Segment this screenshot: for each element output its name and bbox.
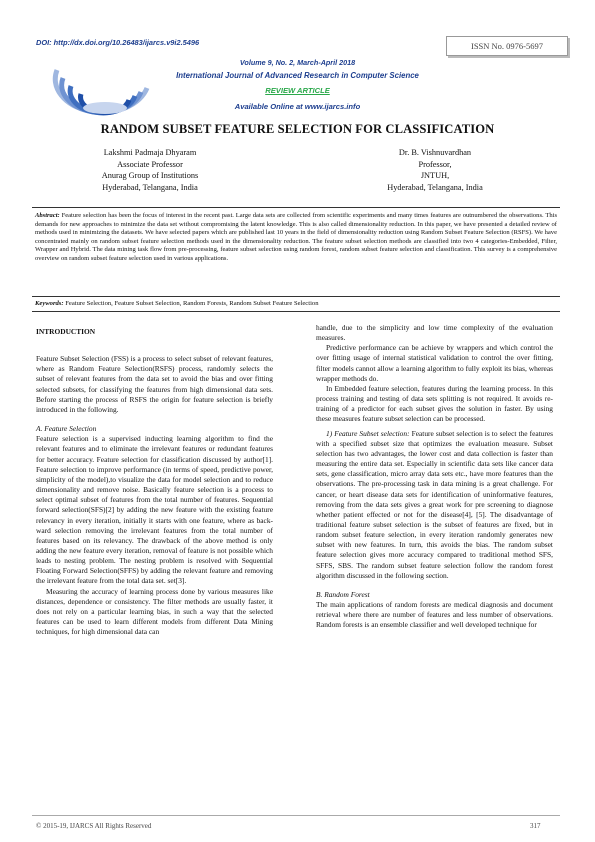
divider-footer <box>32 815 560 816</box>
article-type: REVIEW ARTICLE <box>265 86 330 95</box>
journal-name: International Journal of Advanced Research in Computer Science <box>176 71 419 80</box>
section-heading-introduction: INTRODUCTION <box>36 327 96 336</box>
volume-issue: Volume 9, No. 2, March-April 2018 <box>239 58 356 67</box>
fss-label: 1) Feature Subset selection: <box>326 428 410 438</box>
divider-top <box>32 207 560 208</box>
author-name: Lakshmi Padmaja Dhyaram <box>103 148 197 157</box>
page-number: 317 <box>530 822 541 830</box>
fss-text: Feature subset selection is to select the features with a specified subset size that optimizes the evaluation measure. Subset selection has two advantages, the lower cost and data collection is faster than measuring the entire data set. Especially in scientific data sets like cancer data sets, gene classification, micro array data sets etc., have more features than the observations. The pre-processing task in data mining is a great challenge. For cancer, or heart disease data sets for identification of uninformative features, removing from the data sets gives a great work for pre screening to diagnose whether patient effected or not for the disease[4], [5]. The disadvantage of traditional feature subset selection is the subset of features are fixed, but in random subset feature selection, in every iteration randomly generates new subset with new features. In turn, this avoids the bias. The random subset feature selection gives more accuracy compared to traditional method SFS, SFFS, SBS. The random subset feature selection follow the random forest algorithm discussed in the following section. <box>316 428 553 580</box>
paragraph-feature-selection-1: Feature selection is a supervised inducting learning algorithm to find the relevant features and to eliminate the irrelevant features or redundant features for better accuracy. Feature selection for classification discussed by author[1]. Feature selection to improve performance (in terms of speed, predictive power, simplicity of the model),to visualize the data for model selection and to reduce dimensionality and remove noise. Basically feature selection is a process to select optimal subset of features from the total number of features. Sequential forward selection(SFS)[2] by adding the new feature with the existing feature relevancy in every iteration, initially it starts with one feature, where as back- ward selection removing the irrelevant features from the total number of features based on its relevancy. The drawback of the above method is only adding the new feature every iteration, removal of feature is not possible which leads to nesting problem. The nesting problem is resolved with Sequential Floating Forward Selection(SFFS) by adding the relevant feature and removing the irrelevant feature from the total data set. set[3]. <box>36 434 273 586</box>
paragraph-wrappers: Predictive performance can be achieve by wrappers and which control the over fitting usage of internal statistical validation to control the over fitting, filter models cannot allow a learning algorithm to fully exploit its bias, whereas wrapper methods do. <box>316 343 553 383</box>
author-block-1 <box>85 147 215 193</box>
author-role: Associate Professor <box>117 159 183 169</box>
issn-box: ISSN No. 0976-5697 <box>446 36 568 56</box>
subsection-heading-feature-selection: A. Feature Selection <box>36 424 97 434</box>
author-org: JNTUH, <box>420 171 450 181</box>
abstract-text: Feature selection has been the focus of interest in the recent past. Large data sets are collected from scientific experiments and many times features are outnumbered the observations. This demands for new approaches to minimize the data set without compromising the latent knowledge. This is also called dimensionality reduction. In this paper, we have presented a detailed review of methods used in minimizing the datasets. We have selected papers which are published last 10 years in the field of dimensionality reduction using Random Subset Feature Selection (RSFS). We have concentrated mainly on random subset feature selection methods used in the dimensionality reduction. The feature subset selection methods are classified into two 4 categories-Embedded, Filter, Wrapper and Hybrid. The data mining task flow from pre-processing, feature subset selection using random forest, random subset feature selection and classification. This survey is a comprehensive overview on random subset feature selection used in various applications. <box>35 212 557 262</box>
paragraph-random-forest: The main applications of random forests are medical diagnosis and document retrieval where there are number of features and less number of observations. Random forests is an ensemble classifier and well developed technique for <box>316 600 553 630</box>
paragraph-embedded: In Embedded feature selection, features during the learning process. In this process training and testing of data sets splitting is not required. It avoids re-training of a predictor for each subset gives the solution in faster. By using these measures feature subset selection can be processed. <box>316 383 553 424</box>
right-column <box>316 323 553 631</box>
author-place: Hyderabad, Telangana, India <box>102 182 198 192</box>
keywords <box>35 300 557 307</box>
paragraph-evaluation: handle, due to the simplicity and low time complexity of the evaluation measures. <box>316 323 553 343</box>
availability-line: Available Online at www.ijarcs.info <box>234 102 361 111</box>
copyright: © 2015-19, IJARCS All Rights Reserved <box>36 822 152 830</box>
abstract <box>35 212 557 263</box>
paper-title: RANDOM SUBSET FEATURE SELECTION FOR CLASSIFICATION <box>100 122 495 136</box>
doi-link[interactable]: DOI: http://dx.doi.org/10.26483/ijarcs.v9i2.5496 <box>36 38 200 47</box>
author-place: Hyderabad, Telangana, India <box>387 182 483 192</box>
author-org: Anurag Group of Institutions <box>101 171 199 181</box>
abstract-label: Abstract: <box>35 212 60 219</box>
paragraph-feature-selection-2: Measuring the accuracy of learning process done by various measures like distances, dependence or consistency. The filter methods are usually faster, it does not rely on a particular learning bias, in such a way that the selected features can be used to learn different models from different Data Mining techniques, for high dimensional data can <box>36 586 273 637</box>
author-name: Dr. B. Vishnuvardhan <box>398 148 472 157</box>
author-block-2 <box>355 147 515 193</box>
keywords-label: Keywords: <box>35 300 64 307</box>
paragraph-feature-subset-selection <box>316 429 553 581</box>
left-column <box>36 323 273 637</box>
author-role: Professor, <box>418 159 452 169</box>
divider-abstract <box>32 296 560 297</box>
keywords-text: Feature Selection, Feature Subset Selection, Random Forests, Random Subset Feature Selection <box>63 300 319 307</box>
divider-keywords <box>32 311 560 312</box>
subsection-heading-random-forest: B. Random Forest <box>316 589 370 599</box>
paragraph-intro: Feature Subset Selection (FSS) is a process to select subset of relevant features, where as Random Feature Selection(RSFS) process, randomly selects the subset of relevant features from the data set to avoid the bias and over fitting selected subsets, for classifying the features from high dimensional data sets. Before starting the process of RSFS the origin for feature selection is briefly introduced in the following. <box>36 354 273 414</box>
